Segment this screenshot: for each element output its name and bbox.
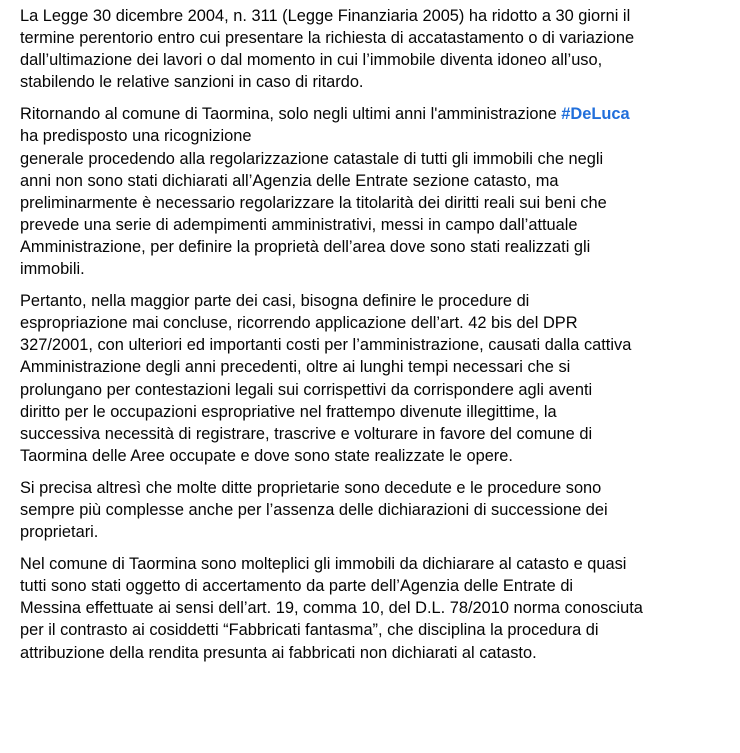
post-paragraph-5: Nel comune di Taormina sono molteplici gli immobili da dichiarare al catasto e quasi tutti sono stati oggetto di accertamento da parte dell’Agenzia delle Entrate di Messina effettuate ai sensi dell’art. 19, comma 10, del D.L. 78/2010 norma conosciuta per il contrasto ai cosiddetti “Fabbricati fantasma”, che disciplina la procedura di attribuzione della rendita presunta ai fabbricati non dichiarati al catasto. <box>20 555 643 662</box>
hashtag-link[interactable]: #DeLuca <box>561 105 630 124</box>
post-paragraph-2 <box>20 103 732 280</box>
post-paragraph-3: Pertanto, nella maggior parte dei casi, bisogna definire le procedure di espropriazione mai concluse, ricorrendo applicazione dell’art. 42 bis del DPR 327/2001, con ulteriori ed importanti costi per l’amministrazione, causati dalla cattiva Amministrazione degli anni precedenti, oltre ai lunghi tempi necessari che si prolungano per contestazioni legali sui corrispettivi da corrispondere agli aventi diritto per le occupazioni espropriative nel frattempo divenute illegittime, la successiva necessità di registrare, trascrive e volturare in favore del comune di Taormina delle Aree occupate e dove sono state realizzate le opere. <box>20 292 632 465</box>
post-paragraph-2-end: ha predisposto una ricognizione generale procedendo alla regolarizzazione catastale di tutti gli immobili che negli anni non sono stati dichiarati all’Agenzia delle Entrate sezione catasto, ma preliminarmente è necessario regolarizzare la titolarità dei diritti reali sui beni che prevede una serie di adempimenti amministrativi, messi in campo dall’attuale Amministrazione, per definire la proprietà dell’area dove sono stati realizzati gli immobili. <box>20 127 607 279</box>
post-paragraph-2-start: Ritornando al comune di Taormina, solo negli ultimi anni l'amministrazione <box>20 105 562 124</box>
post-paragraph-4: Si precisa altresì che molte ditte proprietarie sono decedute e le procedure sono sempre più complesse anche per l’assenza delle dichiarazioni di successione dei proprietari. <box>20 478 608 542</box>
post-paragraph-1: La Legge 30 dicembre 2004, n. 311 (Legge Finanziaria 2005) ha ridotto a 30 giorni il termine perentorio entro cui presentare la richiesta di accatastamento o di variazione dall’ultimazione dei lavori o dal momento in cui l’immobile diventa idoneo all’uso, stabilendo le relative sanzioni in caso di ritardo. <box>20 7 635 92</box>
